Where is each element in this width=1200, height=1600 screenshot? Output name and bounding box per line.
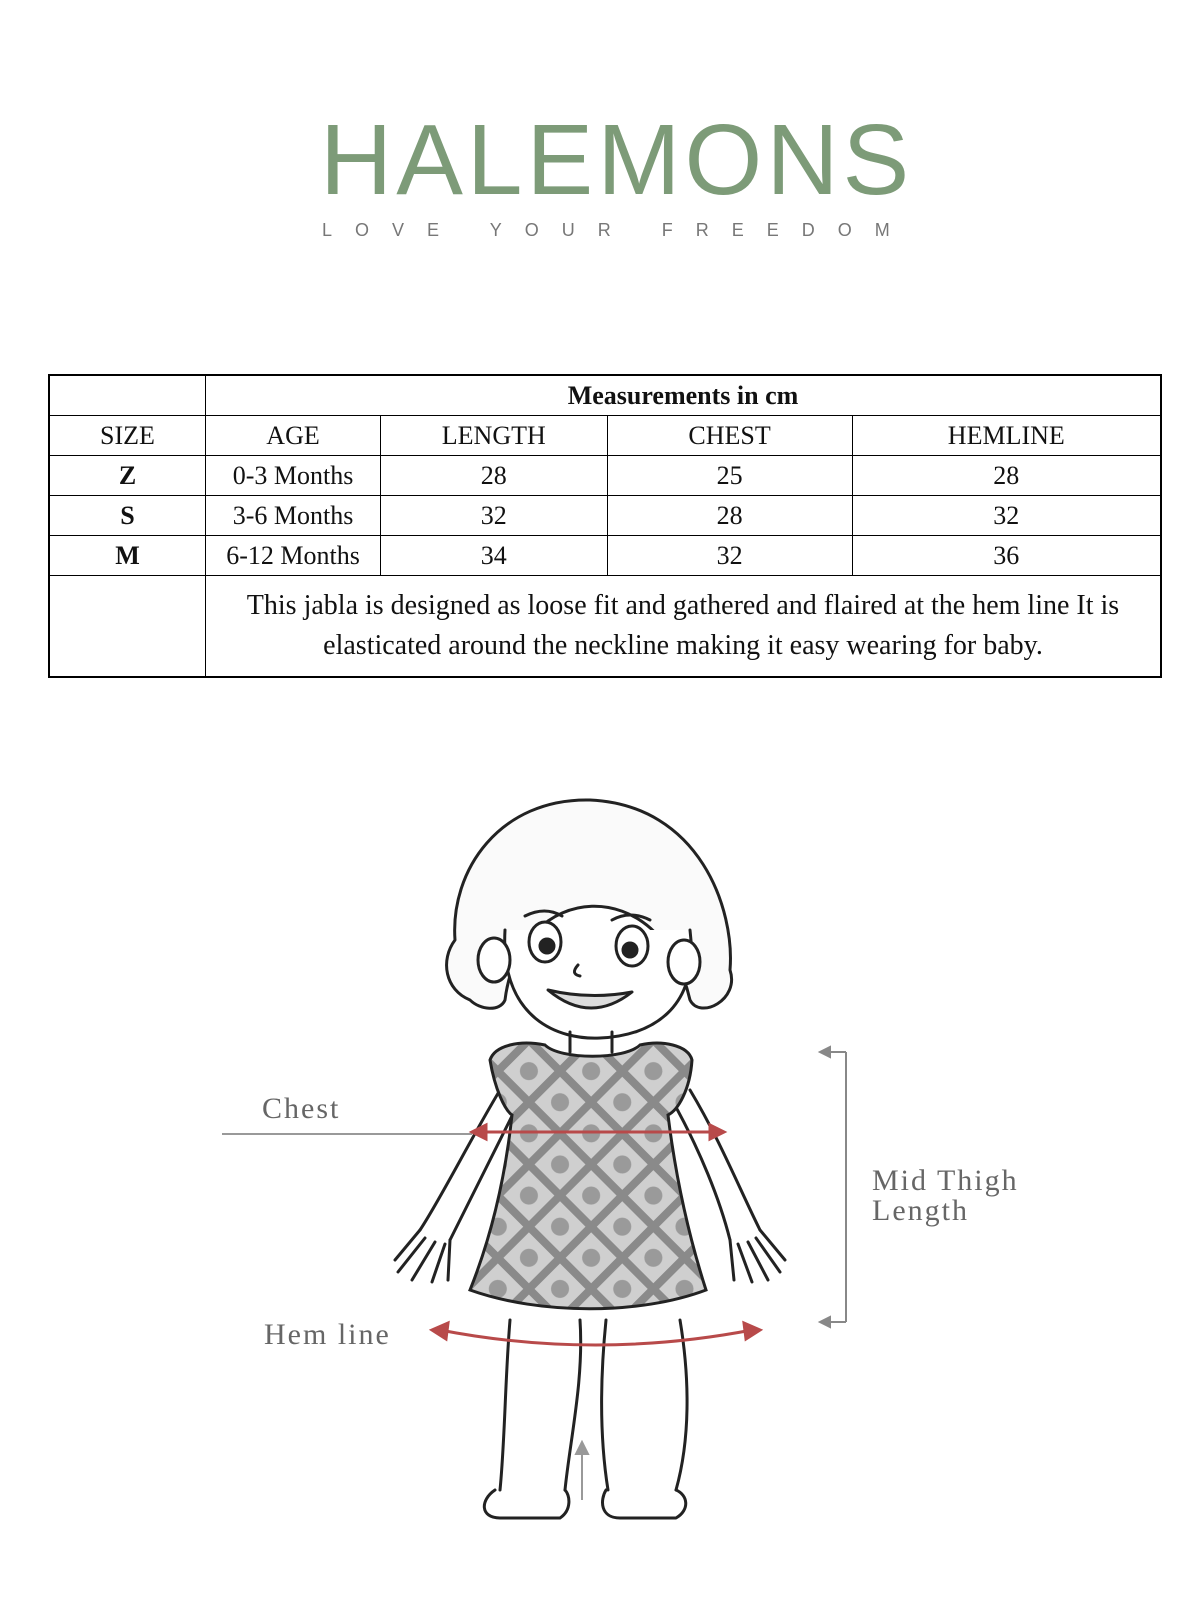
- size-chart-table: [48, 374, 1162, 678]
- table-header-row: [49, 416, 1161, 456]
- length-label-line1: Mid Thigh: [872, 1164, 1019, 1197]
- table-row: [49, 456, 1161, 496]
- table-cell: 28: [852, 456, 1161, 496]
- table-cell: 28: [381, 456, 608, 496]
- column-header: SIZE: [49, 416, 206, 456]
- size-cell: S: [49, 496, 206, 536]
- table-cell: 34: [381, 536, 608, 576]
- table-title-row: [49, 375, 1161, 416]
- brand-tagline: LOVE YOUR FREEDOM: [322, 220, 913, 240]
- product-note: This jabla is designed as loose fit and gathered and flaired at the hem line It is elasticated around the neckline making it easy wearing for baby.: [206, 576, 1162, 678]
- measurement-figure: [0, 760, 1200, 1560]
- blank-cell: [49, 576, 206, 678]
- column-header: LENGTH: [381, 416, 608, 456]
- brand-name: HALEMONS: [320, 104, 914, 216]
- blank-cell: [49, 375, 206, 416]
- column-header: AGE: [206, 416, 381, 456]
- length-label-line2: Length: [872, 1194, 969, 1227]
- chest-label: Chest: [262, 1092, 341, 1125]
- table-cell: 25: [607, 456, 852, 496]
- column-header: CHEST: [607, 416, 852, 456]
- hem-label: Hem line: [264, 1318, 391, 1351]
- hem-arrow: [432, 1323, 760, 1345]
- length-bracket: [820, 1047, 846, 1327]
- table-cell: 0-3 Months: [206, 456, 381, 496]
- table-cell: 28: [607, 496, 852, 536]
- size-cell: M: [49, 536, 206, 576]
- note-row: [49, 576, 1161, 678]
- brand-logo: [0, 104, 1200, 250]
- leg-arrow: [576, 1442, 588, 1500]
- table-row: [49, 536, 1161, 576]
- size-cell: Z: [49, 456, 206, 496]
- table-cell: 3-6 Months: [206, 496, 381, 536]
- column-header: HEMLINE: [852, 416, 1161, 456]
- table-cell: 32: [381, 496, 608, 536]
- table-cell: 32: [607, 536, 852, 576]
- table-row: [49, 496, 1161, 536]
- dress-illustration: [470, 1043, 706, 1309]
- table-cell: 36: [852, 536, 1161, 576]
- table-cell: 6-12 Months: [206, 536, 381, 576]
- table-title: Measurements in cm: [206, 375, 1162, 416]
- table-cell: 32: [852, 496, 1161, 536]
